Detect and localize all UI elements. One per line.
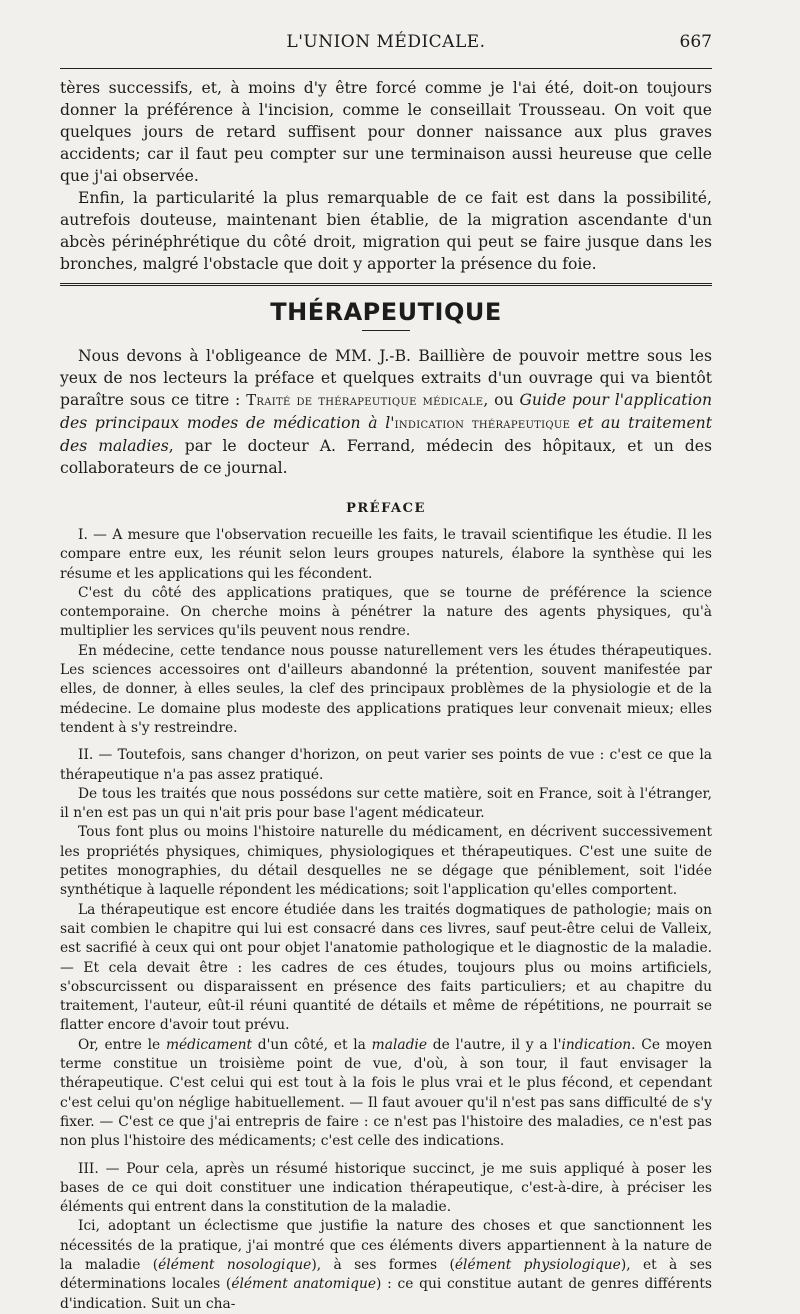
paragraph: I. — A mesure que l'observation recueille les faits, le travail scientifique les étudie. Il les compare entre eux, les réunit selon leurs groupes naturels, élabore la synthèse qui les résume et les applications qui les fécondent. [60,527,712,582]
paragraph: II. — Toutefois, sans changer d'horizon, on peut varier ses points de vue : c'est ce que la thérapeutique n'a pas assez pratiqué. [60,747,712,783]
running-head [60,0,712,64]
paragraph: Or, entre le médicament d'un côté, et la maladie de l'autre, il y a l'indication. Ce moyen terme constitue un troisième point de vue, d'où, à son tour, il faut envisager la thérapeutique. C'est celui qui est tout à la fois le plus vrai et le plus fécond, et cependant c'est celui qu'on néglige habituellement. — Il faut avouer qu'il n'est pas sans difficulté de s'y fixer. — C'est ce que j'ai entrepris de faire : ce n'est pas l'histoire des maladies, ce n'est pas non plus l'histoire des médicaments; c'est celle des indications. [60,1036,712,1150]
lead-text [60,345,712,479]
paragraph: Tous font plus ou moins l'histoire naturelle du médicament, en décrivent successivement les propriétés physiques, chimiques, physiologiques et thérapeutiques. C'est une suite de petites monographies, du détail desquelles ne se dégage que péniblement, soit l'idée synthétique à laquelle répondent les médications; soit l'application qu'elles comportent. [60,824,712,899]
paragraph: III. — Pour cela, après un résumé historique succinct, je me suis appliqué à poser les bases de ce qui doit constituer une indication thérapeutique, c'est-à-dire, à préciser les éléments qui entrent dans la constitution de la maladie. [60,1160,712,1216]
paragraph: De tous les traités que nous possédons sur cette matière, soit en France, soit à l'étranger, il n'en est pas un qui n'ait pris pour base l'agent médicateur. [60,785,712,822]
title-rule [362,330,410,331]
section-title: THÉRAPEUTIQUE [270,298,502,326]
section-divider [60,283,712,288]
paragraph: La thérapeutique est encore étudiée dans les traités dogmatiques de pathologie; mais on sait combien le chapitre qui lui est consacré dans ces livres, sauf peut-être celui de Valleix, est sacrifié à ceux qui ont pour objet l'anatomie pathologique et le diagnostic de la maladie. — Et cela devait être : les cadres de ces études, toujours plus ou moins artificiels, s'obscurcissent ou disparaissent en présence des faits particuliers; et au chapitre du traitement, l'auteur, eût-il réuni quantité de détails et même de répétitions, ne pourrait se flatter encore d'avoir tout prévu. [60,901,712,1034]
preface-title: PRÉFACE [346,501,426,516]
header-rule [60,68,712,69]
paragraph: Ici, adoptant un éclectisme que justifie la nature des choses et que sanctionnent les nécessités de la pratique, j'ai montré que ces éléments divers appartiennent à la nature de la maladie (élément nosologique), à ses formes (élément physiologique), et à ses déterminations locales (élément anatomique) : ce qui constitue autant de genres différents d'indication. Suit un cha- [60,1218,712,1312]
paragraph: C'est du côté des applications pratiques, que se tourne de préférence la science contemporaine. On cherche moins à pénétrer la nature des agents physiques, qu'à multiplier les services qu'ils peuvent nous rendre. [60,584,712,640]
journal-title: L'UNION MÉDICALE. [286,32,486,52]
page-number: 667 [679,32,712,52]
paragraph: En médecine, cette tendance nous pousse naturellement vers les études thérapeutiques. Les sciences accessoires ont d'ailleurs abandonné la prétention, souvent manifestée par elles, de donner, à elles seules, la clef des principaux problèmes de la physiologie et de la médecine. Le domaine plus modeste des applications pratiques leur convenait mieux; elles tendent à s'y restreindre. [60,642,712,736]
intro-text [60,77,712,275]
paragraph: Enfin, la particularité la plus remarquable de ce fait est dans la possibilité, autrefois douteuse, maintenant bien établie, de la migration ascendante d'un abcès périnéphrétique du côté droit, migration qui peut se faire jusque dans les bronches, malgré l'obstacle que doit y apporter la présence du foie. [60,189,712,273]
paragraph: Nous devons à l'obligeance de MM. J.-B. Baillière de pouvoir mettre sous les yeux de nos lecteurs la préface et quelques extraits d'un ouvrage qui va bientôt paraître sous ce titre : Traité de thérapeutique médicale, ou Guide pour l'application des principaux modes de médication à l'indication thérapeutique et au traitement des maladies, par le docteur A. Ferrand, médecin des hôpitaux, et un des collaborateurs de ce journal. [60,347,712,477]
preface-text [60,526,712,1314]
paragraph: tères successifs, et, à moins d'y être forcé comme je l'ai été, doit-on toujours donner la préférence à l'incision, comme le conseillait Trousseau. On voit que quelques jours de retard suffisent pour donner naissance aux plus graves accidents; car il faut peu compter sur une terminaison aussi heureuse que celle que j'ai observée. [60,79,712,185]
